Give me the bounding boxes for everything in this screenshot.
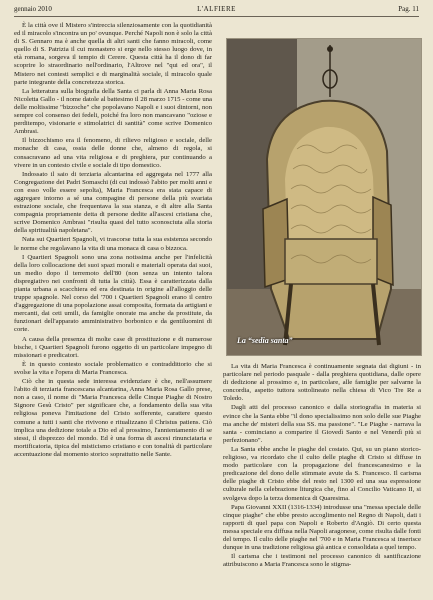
magazine-title: L'ALFIERE	[197, 5, 236, 13]
paragraph: La letteratura sulla biografia della Santa ci parla di Anna Maria Rosa Nicoletta Gallo - il nome datole al battesimo il 28 marzo 1715 - come una delle moltissime "bizzoche" che popolavano Napoli e i suoi dintorni, non sempre col consenso dei fedeli, poiché fra loro non mancavano "oziose e perditempo, visionarie e stimolatrici di santità" come scrive Domenico Ambrasi.	[14, 87, 212, 136]
right-column	[223, 363, 421, 570]
paragraph: Indossato il saio di terziaria alcantarina ed aggregata nel 1777 alla Congregazione dei Padri Somaschi (di cui indossò l'abito per molti anni e con esso volle essere sepolta), Maria Francesca era stata capace di aggregare intorno a sé una compagine di persone della più svariata estrazione sociale, che frequentava la sua stanza, e di altre alla Santa compagnia propriamente detta di persone dedite all'ascesi cristiana che, scrive Domenico Ambrasi "risulta quasi del tutto sconosciuta alla storia della spiritualità napoletana".	[14, 170, 212, 235]
left-column	[14, 22, 212, 460]
paragraph: I Quartieri Spagnoli sono una zona notissima anche per l'infelicità della loro collocazione dei suoi spazi morali e materiali operata dai suoi, un medio dopo il terremoto dell'80 (non senza un intento talora dispregiativo nei confronti di tutta la città). Essa è caratterizzata dalla pianta urbana a scacchiera ed era destinata in origine all'alloggio delle truppe spagnole. Nel corso del '700 i Quartieri Spagnoli erano il centro d'aggregazione di una popolazione assai composita, formata da artigiani e mercanti, dai ceti umili, da famiglie onorate ma anche da prostitute, da funzionari dell'apparato amministrativo borbonico e da gentiluomini di corte.	[14, 253, 212, 334]
chair-illustration	[227, 39, 421, 355]
issue-date: gennaio 2010	[14, 5, 52, 13]
paragraph: È in questo contesto sociale problematico e contraddittorio che si svolse la vita e l'opera di Maria Francesca.	[14, 360, 212, 376]
paragraph: È la città ove il Mistero s'intreccia silenziosamente con la quotidianità ed il miracolo s'incontra un po' ovunque. Perché Napoli non è solo la città di S. Gennaro ma è anche quella di altri santi che fanno miracoli, come quello di S. Patrizia il cui monastero si erge nello stesso luogo dove, in età romana, sorgeva il tempio di Cerere. Questa città ha il dono di far scoprire lo straordinario nell'ordinario, l'Altrove nel "qui ed ora", il Mistero nei contesti semplici e di marginalità sociale, il miracolo quale parte integrante della concretezza storica.	[14, 22, 212, 86]
page-header	[14, 3, 419, 17]
photo-caption: La “sedia santa”	[237, 336, 293, 345]
paragraph: La Santa ebbe anche le piaghe del costato. Qui, su un piano storico-religioso, va ricordato che il culto delle piaghe di Cristo si diffuse in modo particolare con la propagazione del francescanesimo e la predicazione del dono delle stimmate avute da S. Francesco. Il carisma delle piaghe di Cristo ebbe del resto nel 1300 ed una sua espressione culturale nella celebrazione liturgica che, fino al Concilio Vaticano II, si svolgeva dopo la terza domenica di Quaresima.	[223, 445, 421, 502]
paragraph: Il bizzochismo era il fenomeno, di rilievo religioso e sociale, delle monache di casa, ossia delle donne che, almeno di regola, si consacravano ad una vita religiosa e di preghiera, pur continuando a vivere in un contesto civile e sociale di tipo domestico.	[14, 137, 212, 169]
paragraph: A causa della presenza di molte case di prostituzione e di numerose bische, i Quartieri Spagnoli furono oggetto di un particolare impegno di missionari e predicatori.	[14, 335, 212, 359]
paragraph: Il carisma che i testimoni nel processo canonico di santificazione attribuiscono a Maria Francesca sono le stigma-	[223, 553, 421, 569]
page-number: Pag. 11	[398, 5, 419, 13]
paragraph: Ciò che in questa sede interessa evidenziare è che, nell'assumere l'abito di terziaria francescana alcantarina, Anna Maria Rosa Gallo prese, non a caso, il nome di "Maria Francesca delle Cinque Piaghe di Nostro Signore Gesù Cristo" per significare che, a fondamento della sua vita religiosa poneva l'imitazione del Cristo sofferente, carattere questo comune a tutti i santi che rivivono e ritualizzano il Christus patiens. Ciò implica una dedizione totale a Dio ed al prossimo, l'annientamento di se stessi, il disprezzo del mondo. Ed è una forma di ascesi rinunciataria e mortificatoria, tipica del misticismo cristiano e con tonalità di particolare accentuazione dal momento storico soprattutto nelle Sante.	[14, 378, 212, 458]
paragraph: Nata sui Quartieri Spagnoli, vi trascorse tutta la sua esistenza secondo le norme che regolavano la vita di una monaca di casa o bizzoca.	[14, 236, 212, 252]
paragraph: La vita di Maria Francesca è continuamente segnata dai digiuni - in particolare nel periodo pasquale - dalla preghiera quotidiana, dalle opere di dedizione al prossimo e, in particolare, alle famiglie per salvarne la concordia, aspetto tuttora sottolineato nella chiesa di Vico Tre Re a Toledo.	[223, 363, 421, 403]
paragraph: Dagli atti del processo canonico e dalla storiografia in materia si evince che la Santa ebbe "il dono specialissimo non solo delle sue Piaghe ma anche de' misteri della sua SS. ma passione". "Le Piaghe - narrava la santa - cominciano a comparire il Giovedì Santo e nel Venerdì più si perfezionano".	[223, 404, 421, 444]
sacred-chair-photo	[226, 38, 422, 356]
paragraph: Papa Giovanni XXII (1316-1334) introdusse una "messa speciale delle cinque piaghe" che ebbe presto accoglimento nel Regno di Napoli, dati i rapporti di quel papa con Napoli e Roberto d'Angiò. Di certo questa messa speciale era diffusa nella Napoli aragonese, come risulta dalle fonti del tempo. Il culto delle piaghe nel '700 e in Maria Francesca si inserisce dunque in una tradizione religiosa già antica e consolidata a quel tempo.	[223, 503, 421, 552]
